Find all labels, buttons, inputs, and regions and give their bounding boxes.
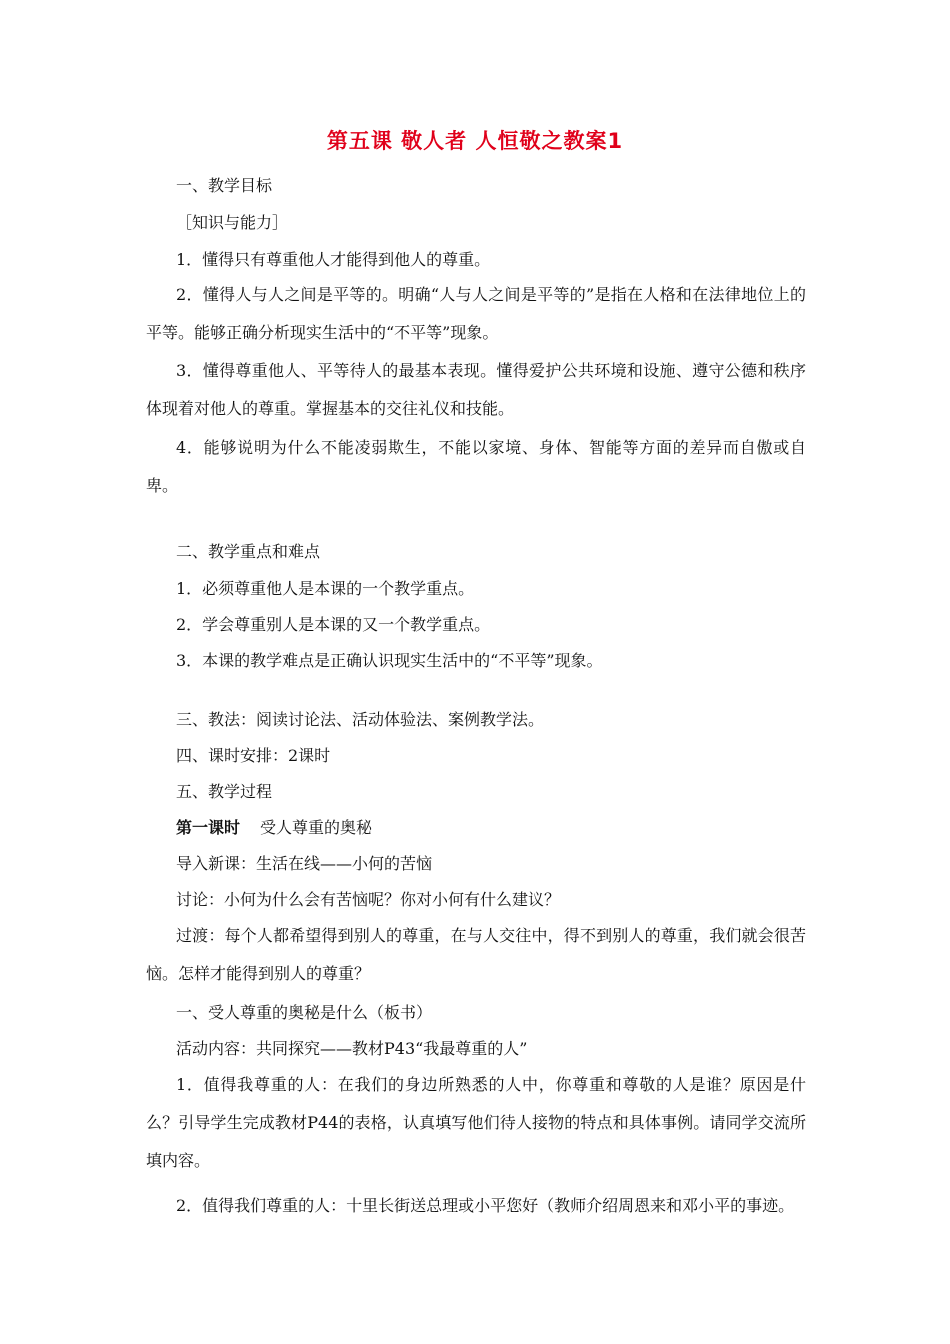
activity-item: 2．值得我们尊重的人：十里长街送总理或小平您好（教师介绍周恩来和邓小平的事迹。 bbox=[176, 1196, 795, 1215]
discussion-line: 讨论：小何为什么会有苦恼呢？你对小何有什么建议？ bbox=[176, 890, 561, 909]
subheading-knowledge: ［知识与能力］ bbox=[176, 213, 289, 232]
lesson-one-label: 第一课时 bbox=[176, 818, 241, 837]
lesson-one-title: 受人尊重的奥秘 bbox=[260, 818, 373, 837]
objective-item: 4．能够说明为什么不能凌弱欺生，不能以家境、身体、智能等方面的差异而自傲或自卑。 bbox=[146, 438, 806, 495]
keypoint-item: 3．本课的教学难点是正确认识现实生活中的“不平等”现象。 bbox=[176, 651, 603, 670]
section-heading-keypoints: 二、教学重点和难点 bbox=[176, 542, 321, 561]
objective-item: 2．懂得人与人之间是平等的。明确“人与人之间是平等的”是指在人格和在法律地位上的平等。能够正确分析现实生活中的“不平等”现象。 bbox=[146, 285, 806, 342]
transition-paragraph: 过渡：每个人都希望得到别人的尊重，在与人交往中，得不到别人的尊重，我们就会很苦恼。怎样才能得到别人的尊重？ bbox=[146, 926, 806, 983]
section-heading-objectives: 一、教学目标 bbox=[176, 176, 273, 195]
activity-line: 活动内容：共同探究——教材P43“我最尊重的人” bbox=[176, 1039, 528, 1058]
objective-item: 3．懂得尊重他人、平等待人的最基本表现。懂得爱护公共环境和设施、遵守公德和秩序体现着对他人的尊重。掌握基本的交往礼仪和技能。 bbox=[146, 361, 806, 418]
document-title: 第五课 敬人者 人恒敬之教案1 bbox=[326, 129, 624, 153]
section-heading-process: 五、教学过程 bbox=[176, 782, 273, 801]
part-one-heading: 一、受人尊重的奥秘是什么（板书） bbox=[176, 1003, 433, 1022]
keypoint-item: 1．必须尊重他人是本课的一个教学重点。 bbox=[176, 579, 475, 598]
objective-item: 1．懂得只有尊重他人才能得到他人的尊重。 bbox=[176, 250, 491, 269]
section-teaching-methods: 三、教法：阅读讨论法、活动体验法、案例教学法。 bbox=[176, 710, 545, 729]
lesson-one-line bbox=[176, 818, 372, 838]
keypoint-item: 2．学会尊重别人是本课的又一个教学重点。 bbox=[176, 615, 491, 634]
intro-line: 导入新课：生活在线——小何的苦恼 bbox=[176, 854, 433, 873]
section-schedule: 四、课时安排：2课时 bbox=[176, 746, 331, 765]
activity-item: 1．值得我尊重的人：在我们的身边所熟悉的人中，你尊重和尊敬的人是谁？原因是什么？引导学生完成教材P44的表格，认真填写他们待人接物的特点和具体事例。请同学交流所填内容。 bbox=[146, 1075, 806, 1170]
